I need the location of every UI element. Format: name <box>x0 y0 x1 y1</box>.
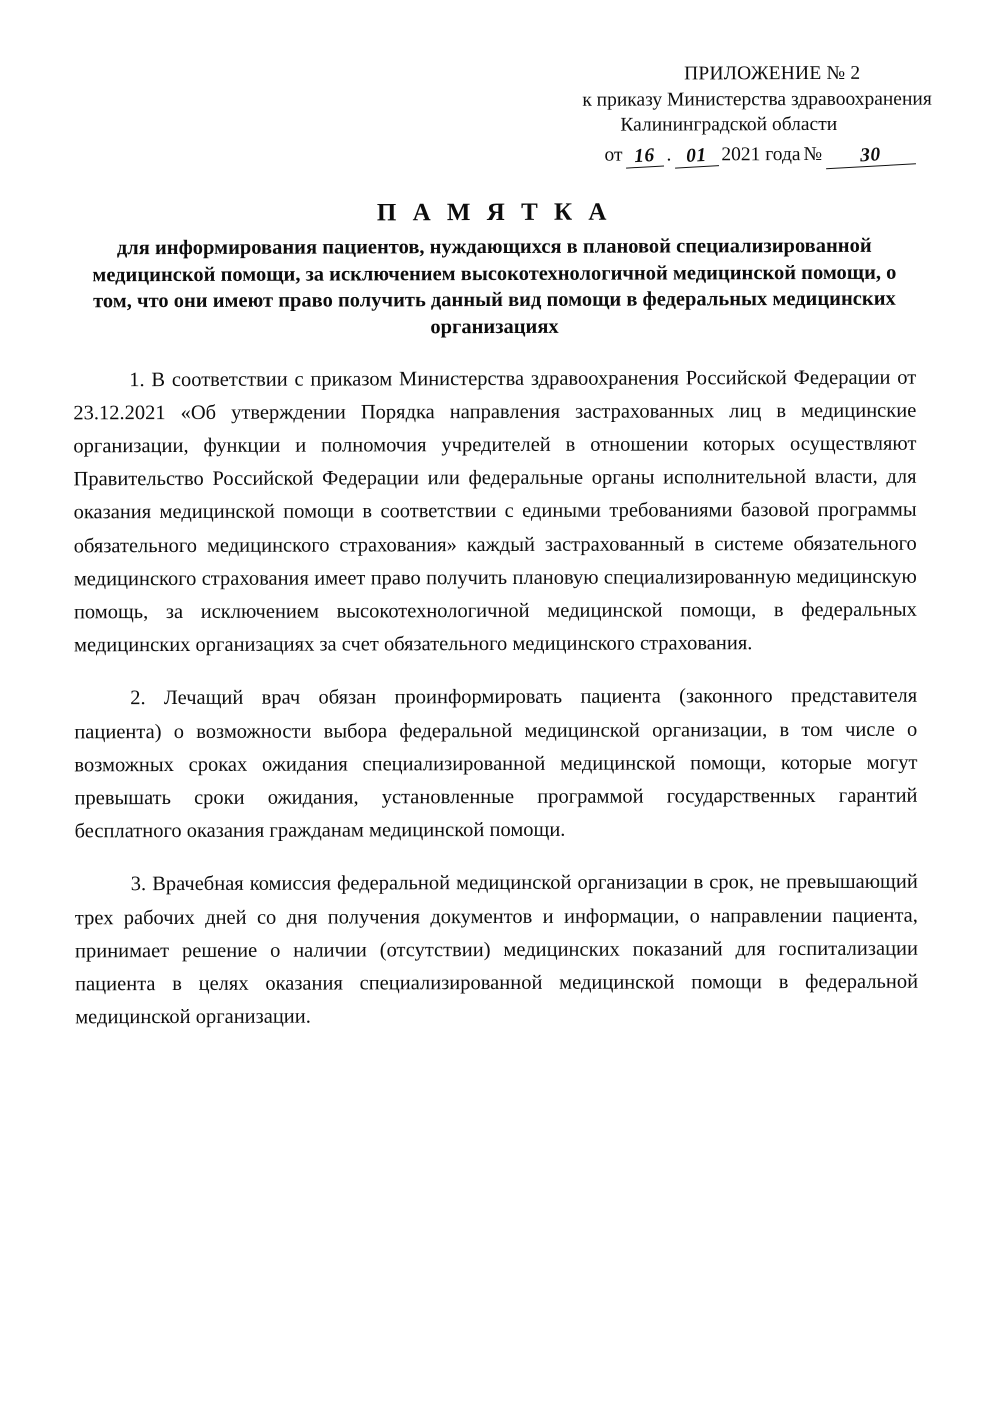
paragraph-2: 2. Лечащий врач обязан проинформировать пациента (законного представителя пациента) о возможности выбора федеральной медицинской организации, в том числе о возможных сроках ожидания специализированной медицинской помощи, которые могут превышать сроки ожидания, установленные программой государственных гарантий бесплатного оказания гражданам медицинской помощи. <box>74 685 918 843</box>
number-sign: № <box>803 144 823 166</box>
document-body <box>73 361 918 1035</box>
order-region-line: Калининградской области <box>620 114 838 137</box>
date-day-handwritten: 16 <box>625 146 664 170</box>
date-year: 2021 года <box>721 144 801 166</box>
paragraph-3: 3. Врачебная комиссия федеральной медицинской организации в срок, не превышающий трех рабочих дней со дня получения документов и информации, о направлении пациента, принимает решение о наличии (отсутствии) медицинских показаний для госпитализации пациента в целях оказания специализированной медицинской помощи в федеральной медицинской организации. <box>74 871 919 1029</box>
document-header <box>572 60 972 168</box>
page-title: П А М Я Т К А <box>376 198 612 227</box>
paragraph-1: 1. В соответствии с приказом Министерства здравоохранения Российской Федерации от 23.12.2021 «Об утверждении Порядка направления застрахованных лиц в медицинские организации, функции и полномочия учредителей в отношении которых осуществляют Правительство Российской Федерации или федеральные органы исполнительной власти, для оказания медицинской помощи в соответствии с едиными требованиями базовой программы обязательного медицинского страхования» каждый застрахованный в системе обязательного медицинского страхования имеет право получить плановую специализированную медицинскую помощь, за исключением высокотехнологичной медицинской помощи, в федеральных медицинских организациях за счет обязательного медицинского страхования. <box>73 366 917 657</box>
order-number-handwritten: 30 <box>825 144 916 170</box>
appendix-label: ПРИЛОЖЕНИЕ № 2 <box>684 62 861 85</box>
date-month-handwritten: 01 <box>674 146 719 170</box>
date-dot: . <box>666 144 672 166</box>
page-subtitle: для информирования пациентов, нуждающихся в плановой специализированной медицинской помощи, за исключением высокотехнологичной медицинской помощи, о том, что они имеют право получить данный вид помощи в федеральных медицинских организациях <box>92 234 897 339</box>
order-ministry-line: к приказу Министерства здравоохранения <box>582 88 932 111</box>
date-prefix: от <box>604 144 623 166</box>
order-date-line <box>604 142 972 169</box>
